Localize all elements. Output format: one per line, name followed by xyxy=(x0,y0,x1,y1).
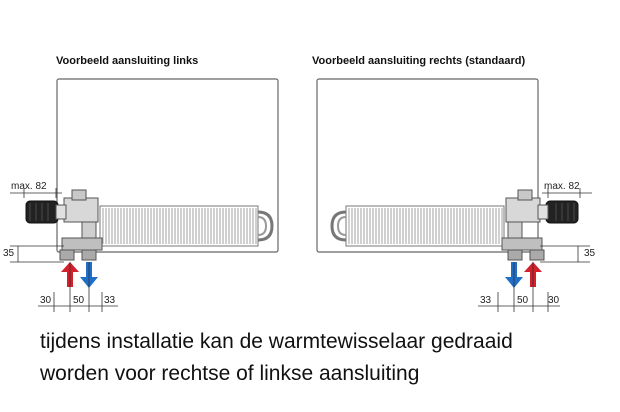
right-heat-exchanger xyxy=(332,206,504,246)
left-title: Voorbeeld aansluiting links xyxy=(56,55,199,67)
left-heat-exchanger xyxy=(100,206,272,246)
right-max-dimension xyxy=(542,181,592,198)
caption-line-1: tijdens installatie kan de warmtewisselaar gedraaid xyxy=(40,330,513,353)
left-dim-2: 50 xyxy=(73,295,85,306)
caption-line-2: worden voor rechtse of linkse aansluiting xyxy=(40,362,420,385)
left-dim-1: 30 xyxy=(40,295,52,306)
right-height-label: 35 xyxy=(584,248,596,259)
right-dim-3: 30 xyxy=(548,295,560,306)
left-height-label: 35 xyxy=(3,248,15,259)
right-height-dimension xyxy=(540,246,596,262)
left-max-label: max. 82 xyxy=(11,181,47,192)
right-max-label: max. 82 xyxy=(544,181,580,192)
right-valve-assembly xyxy=(502,190,578,260)
right-dim-2: 50 xyxy=(517,295,529,306)
right-title: Voorbeeld aansluiting rechts (standaard) xyxy=(312,55,526,67)
left-height-dimension xyxy=(3,246,64,262)
left-example xyxy=(3,55,278,312)
right-dim-1: 33 xyxy=(480,295,492,306)
left-max-dimension xyxy=(10,181,62,198)
left-dim-3: 33 xyxy=(104,295,116,306)
right-example xyxy=(312,55,596,312)
